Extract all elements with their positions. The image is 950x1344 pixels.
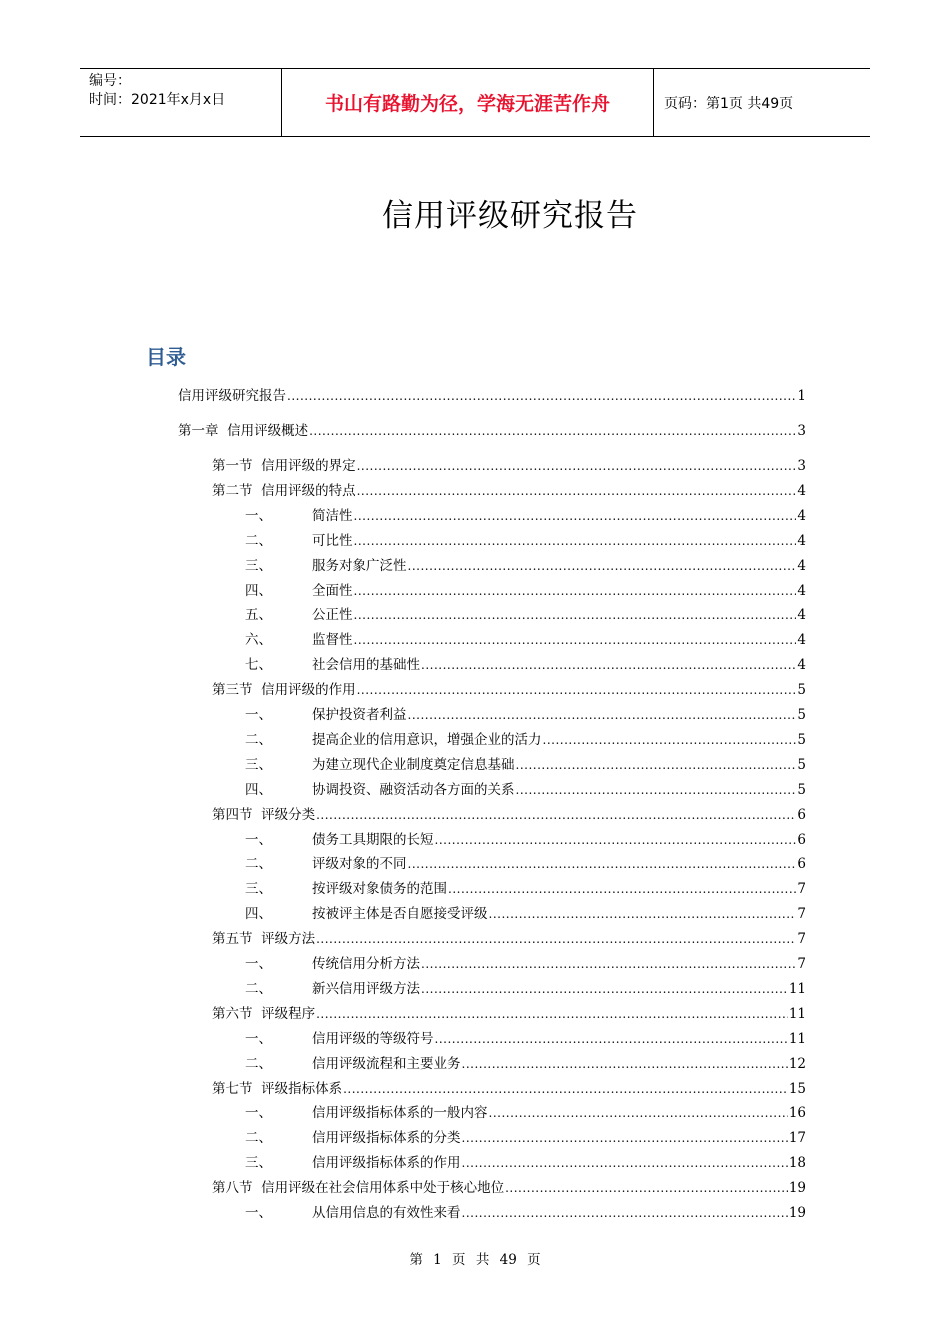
toc-entry-number: 一、 [245,831,272,848]
toc-entry-title: 公正性 [312,607,353,624]
toc-leader-dots [505,1179,788,1197]
toc-entry-page: 5 [797,707,806,723]
toc-leader-dots [462,1129,788,1147]
toc-entry-page: 16 [788,1105,806,1122]
toc-entry[interactable] [245,582,806,600]
toc-entry-title: 新兴信用评级方法 [312,980,420,997]
document-number-label: 编号： [89,73,131,89]
toc-entry[interactable] [212,457,806,475]
toc-leader-dots [316,1005,788,1023]
toc-leader-dots [343,1080,788,1098]
toc-entry-page: 4 [797,507,806,524]
toc-entry-page: 5 [797,731,806,748]
toc-leader-dots [354,507,797,525]
toc-entry[interactable] [212,482,806,500]
toc-entry-page: 5 [797,781,806,798]
toc-entry-page: 3 [797,458,806,474]
toc-entry-page: 3 [797,423,806,439]
toc-entry-page: 4 [797,532,806,549]
toc-leader-dots [462,1154,788,1172]
toc-entry[interactable] [245,656,806,674]
toc-leader-dots [448,880,796,898]
toc-entry-page: 4 [797,582,806,599]
toc-entry-number: 二、 [245,980,272,997]
toc-entry-number: 三、 [245,1155,272,1172]
header-page-info: 页码：第1页 共49页 [664,95,794,112]
toc-entry-page: 11 [788,1005,806,1022]
toc-entry[interactable] [245,980,806,998]
toc-leader-dots [435,1030,788,1048]
toc-entry[interactable] [245,606,806,624]
toc-entry-title: 信用评级指标体系的作用 [312,1155,461,1172]
toc-entry[interactable] [245,756,806,774]
page-header [80,68,870,137]
toc-leader-dots [489,1104,788,1122]
toc-entry-number: 四、 [245,781,272,798]
toc-entry-number: 一、 [245,507,272,524]
toc-entry-number: 一、 [245,707,272,723]
toc-entry-title: 第一节 信用评级的界定 [212,458,356,474]
toc-entry[interactable] [245,880,806,898]
toc-leader-dots [357,482,797,500]
header-motto: 书山有路勤为径，学海无涯苦作舟 [282,69,654,136]
toc-leader-dots [316,930,796,948]
header-meta [80,69,282,136]
toc-entry-number: 二、 [245,856,272,873]
toc-entry-title: 信用评级流程和主要业务 [312,1055,461,1072]
toc-entry-page: 6 [797,806,806,823]
toc-entry[interactable] [245,507,806,525]
toc-entry-page: 7 [797,956,806,972]
toc-entry-title: 社会信用的基础性 [312,657,420,674]
toc-entry-title: 监督性 [312,632,353,649]
toc-entry-title: 第二节 信用评级的特点 [212,482,356,499]
toc-entry[interactable] [245,706,806,724]
toc-entry-page: 7 [797,931,806,948]
toc-entry[interactable] [245,1030,806,1048]
toc-leader-dots [516,781,797,799]
toc-entry[interactable] [178,387,806,405]
toc-entry-page: 5 [797,682,806,699]
toc-leader-dots [287,387,796,405]
toc-entry-number: 三、 [245,881,272,898]
toc-leader-dots [408,855,797,873]
toc-entry-title: 信用评级研究报告 [178,388,286,404]
toc-entry[interactable] [245,781,806,799]
toc-entry-title: 全面性 [312,582,353,599]
toc-leader-dots [357,457,797,475]
toc-leader-dots [309,422,796,440]
toc-entry-page: 4 [797,557,806,574]
toc-leader-dots [516,756,797,774]
toc-entry-title: 第一章 信用评级概述 [178,423,309,439]
page-footer: 第 1 页 共 49 页 [409,1252,541,1268]
toc-entry[interactable] [245,831,806,849]
toc-entry-title: 信用评级指标体系的分类 [312,1130,461,1147]
toc-leader-dots [435,831,797,849]
toc-entry[interactable] [212,1080,806,1098]
toc-entry-title: 第八节 信用评级在社会信用体系中处于核心地位 [212,1180,505,1197]
toc-leader-dots [354,631,797,649]
toc-leader-dots [357,681,797,699]
toc-entry[interactable] [245,905,806,923]
toc-entry-number: 一、 [245,1105,272,1122]
toc-leader-dots [354,606,797,624]
toc-entry[interactable] [245,955,806,973]
toc-entry-page: 11 [788,1030,806,1047]
toc-entry[interactable] [245,855,806,873]
toc-entry-title: 为建立现代企业制度奠定信息基础 [312,756,515,773]
toc-entry[interactable] [245,1104,806,1122]
toc-entry[interactable] [245,1204,806,1222]
toc-leader-dots [543,731,797,749]
toc-entry-title: 提高企业的信用意识，增强企业的活力 [312,731,542,748]
toc-entry[interactable] [212,806,806,824]
toc-entry-number: 二、 [245,1055,272,1072]
toc-entry-number: 三、 [245,557,272,574]
toc-entry-page: 4 [797,607,806,624]
toc-entry-title: 评级对象的不同 [312,856,407,873]
toc-entry[interactable] [212,1005,806,1023]
toc-entry-title: 可比性 [312,532,353,549]
toc-entry-title: 第五节 评级方法 [212,931,316,948]
toc-leader-dots [354,532,797,550]
toc-entry-page: 17 [788,1130,806,1147]
toc-entry-title: 信用评级的等级符号 [312,1030,434,1047]
toc-leader-dots [462,1204,788,1222]
toc-leader-dots [354,582,797,600]
toc-entry-title: 传统信用分析方法 [312,956,420,972]
toc-entry-title: 信用评级指标体系的一般内容 [312,1105,488,1122]
toc-entry-number: 二、 [245,1130,272,1147]
toc-entry-page: 4 [797,632,806,649]
document-title: 信用评级研究报告 [382,198,638,234]
toc-entry[interactable] [178,422,806,440]
toc-entry-number: 四、 [245,582,272,599]
toc-entry-page: 1 [797,388,806,404]
toc-entry-title: 第三节 信用评级的作用 [212,682,356,699]
toc-entry-title: 从信用信息的有效性来看 [312,1205,461,1221]
toc-entry-number: 一、 [245,1205,272,1221]
toc-leader-dots [421,656,796,674]
toc-entry-page: 7 [797,881,806,898]
toc-entry-page: 5 [797,756,806,773]
toc-leader-dots [408,706,797,724]
toc-entry[interactable] [245,532,806,550]
toc-entry-page: 7 [797,906,806,923]
toc-entry-title: 第七节 评级指标体系 [212,1080,343,1097]
toc-entry[interactable] [212,930,806,948]
toc-entry-page: 4 [797,482,806,499]
toc-entry[interactable] [245,557,806,575]
toc-entry-title: 协调投资、融资活动各方面的关系 [312,781,515,798]
toc-entry-page: 19 [788,1180,806,1197]
toc-entry[interactable] [245,1129,806,1147]
toc-entry-title: 第四节 评级分类 [212,806,316,823]
toc-leader-dots [462,1055,788,1073]
toc-entry-title: 简洁性 [312,507,353,524]
toc-entry-number: 七、 [245,657,272,674]
toc-entry-title: 按评级对象债务的范围 [312,881,447,898]
toc-entry-page: 19 [788,1205,806,1221]
toc-entry-number: 二、 [245,532,272,549]
toc-entry-number: 三、 [245,756,272,773]
toc-entry[interactable] [245,731,806,749]
toc-leader-dots [408,557,797,575]
toc-entry-number: 一、 [245,1030,272,1047]
toc-entry-number: 四、 [245,906,272,923]
toc-entry-page: 12 [788,1055,806,1072]
toc-entry-title: 保护投资者利益 [312,707,407,723]
toc-entry-number: 六、 [245,632,272,649]
toc-entry-page: 4 [797,657,806,674]
toc-leader-dots [421,955,796,973]
toc-entry-number: 五、 [245,607,272,624]
toc-leader-dots [421,980,788,998]
toc-entry-title: 第六节 评级程序 [212,1005,316,1022]
toc-entry[interactable] [245,1055,806,1073]
toc-entry-number: 一、 [245,956,272,972]
toc-heading: 目录 [146,345,186,369]
toc-leader-dots [316,806,796,824]
toc-entry[interactable] [245,631,806,649]
toc-entry-title: 债务工具期限的长短 [312,831,434,848]
toc-entry[interactable] [212,681,806,699]
toc-entry-page: 15 [788,1080,806,1097]
toc-entry-page: 11 [788,980,806,997]
toc-entry-page: 6 [797,856,806,873]
toc-entry-number: 二、 [245,731,272,748]
toc-entry-title: 服务对象广泛性 [312,557,407,574]
toc-entry[interactable] [212,1179,806,1197]
document-date-label: 时间：2021年x月x日 [89,92,226,108]
toc-entry-page: 6 [797,831,806,848]
toc-entry[interactable] [245,1154,806,1172]
toc-leader-dots [489,905,797,923]
toc-entry-title: 按被评主体是否自愿接受评级 [312,906,488,923]
toc-entry-page: 18 [788,1155,806,1172]
